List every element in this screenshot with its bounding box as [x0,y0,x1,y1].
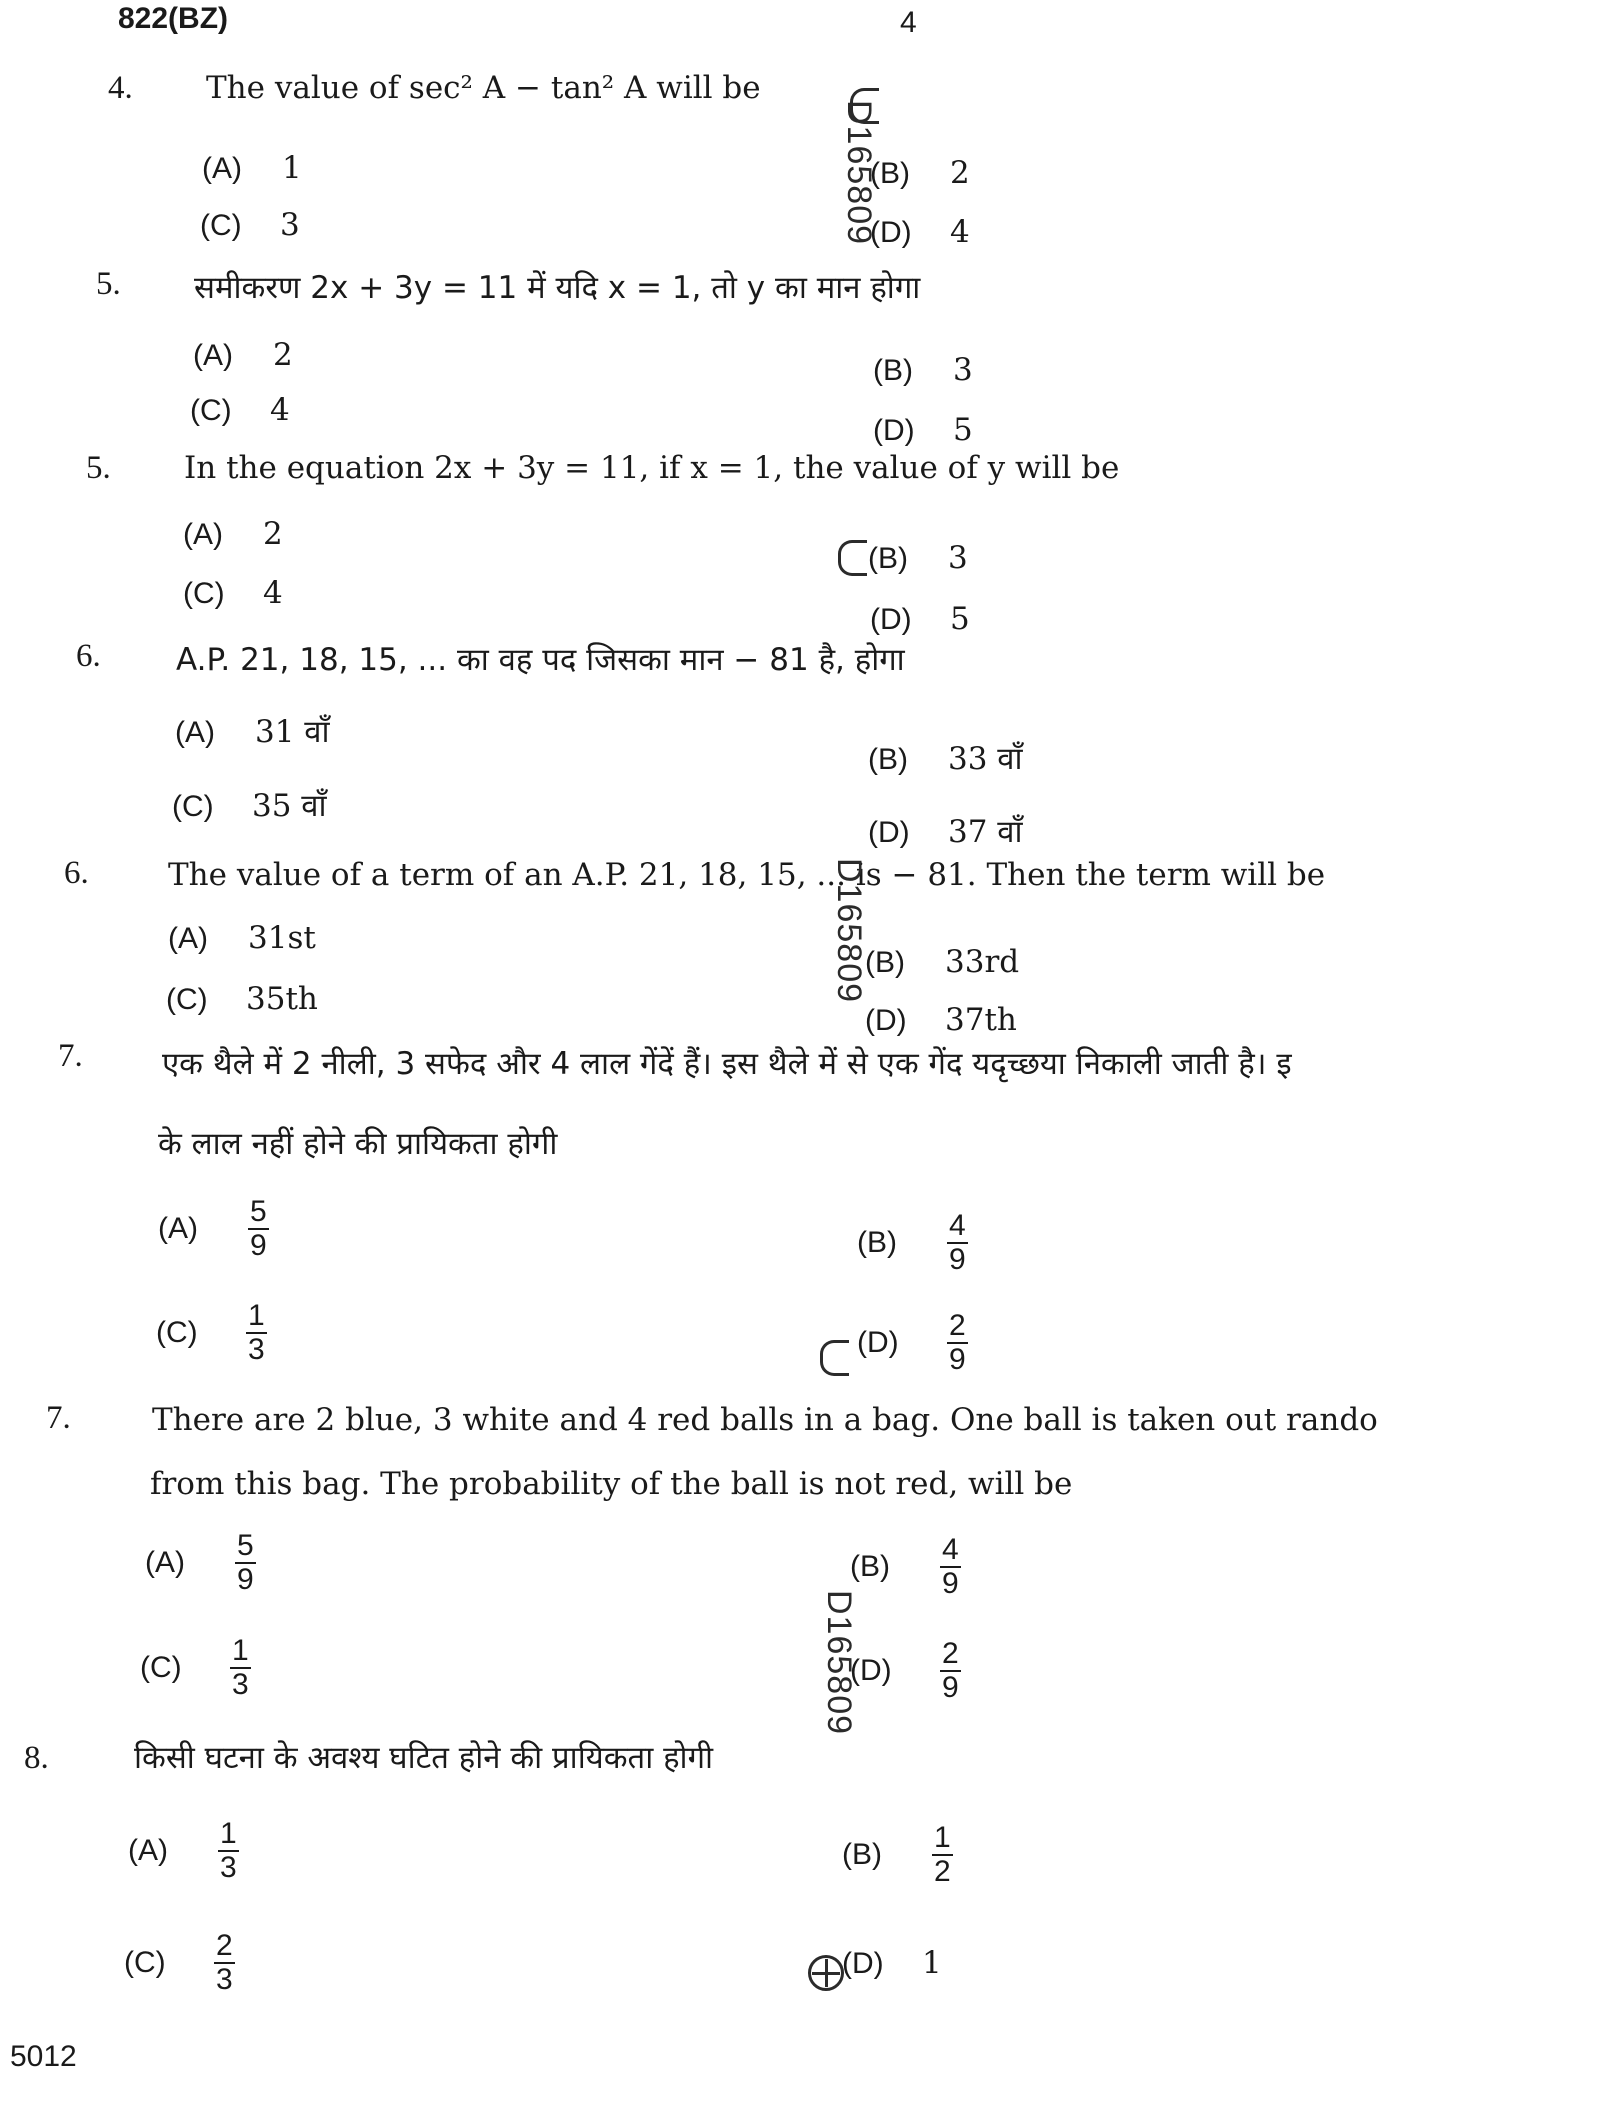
option-label: (D) [868,816,910,849]
question-text: समीकरण 2x + 3y = 11 में यदि x = 1, तो y का मान होगा [194,270,921,306]
option-value: 3 [280,207,300,243]
option-c [156,1300,267,1365]
denominator: 9 [942,1670,959,1704]
question-text-line1: एक थैले में 2 नीली, 3 सफेद और 4 लाल गेंदें हैं। इस थैले में से एक गेंद यदृच्छया निकाली जाती है। इ [162,1046,1292,1082]
numerator: 5 [237,1529,254,1562]
pen-mark-icon [838,540,867,576]
option-label: (D) [870,216,912,249]
option-b [870,155,970,191]
option-value: 3 [953,352,973,388]
option-a [193,337,293,373]
option-b [873,352,973,388]
circled-plus-mark-icon [808,1955,844,1991]
option-value: 4 [950,214,970,250]
option-label: (B) [857,1225,897,1259]
question-number: 6. [64,855,89,891]
serial-stamp: D165809 [820,1590,858,1736]
option-value: 5 [950,601,970,637]
option-c [166,981,318,1017]
question-number: 8. [24,1740,49,1776]
option-label: (A) [183,518,223,551]
pen-mark-icon [850,88,879,124]
page-number: 4 [900,6,917,39]
option-value: 33rd [945,944,1020,980]
option-label: (C) [166,983,208,1016]
option-label: (B) [870,157,910,190]
option-label: (A) [128,1833,168,1867]
option-label: (D) [873,414,915,447]
numerator: 2 [216,1929,233,1962]
denominator: 3 [232,1667,249,1701]
option-b [857,1210,968,1275]
option-label: (D) [842,1947,884,1980]
option-d [850,1638,961,1703]
option-d [857,1310,968,1375]
option-label: (B) [868,542,908,575]
option-a [158,1196,269,1261]
numerator: 1 [248,1299,265,1332]
option-d [870,601,970,637]
option-a [168,920,316,956]
paper-code: 822(BZ) [118,2,229,35]
fraction [214,1930,235,1995]
option-label: (C) [172,790,214,823]
question-text-line2: from this bag. The probability of the ball is not red, will be [150,1466,1073,1502]
numerator: 1 [934,1821,951,1854]
option-label: (B) [842,1837,882,1871]
option-d [873,412,973,448]
fraction [940,1534,961,1599]
numerator: 4 [949,1209,966,1242]
option-label: (A) [168,922,208,955]
option-value: 31 वाँ [255,714,330,750]
option-label: (C) [124,1945,166,1979]
numerator: 1 [232,1634,249,1667]
option-c [140,1635,251,1700]
option-value: 4 [263,575,283,611]
question-number: 4. [108,70,133,106]
question-text: किसी घटना के अवश्य घटित होने की प्रायिकता होगी [134,1740,714,1776]
option-label: (C) [190,394,232,427]
fraction [932,1822,953,1887]
option-b [868,737,1023,779]
fraction [230,1635,251,1700]
option-b [865,944,1019,980]
option-label: (C) [156,1315,198,1349]
option-value: 5 [953,412,973,448]
option-label: (A) [158,1211,198,1245]
option-value: 35 वाँ [252,788,327,824]
option-label: (D) [857,1325,899,1359]
option-label: (A) [175,716,215,749]
fraction [246,1300,267,1365]
denominator: 3 [216,1962,233,1996]
option-value: 3 [948,540,968,576]
denominator: 9 [942,1566,959,1600]
question-number: 7. [58,1038,83,1074]
option-a [202,150,302,186]
numerator: 4 [942,1533,959,1566]
option-c [190,392,290,428]
fraction [218,1818,239,1883]
option-value: 2 [263,516,283,552]
fraction [235,1530,256,1595]
option-a [183,516,283,552]
serial-stamp: D165809 [840,100,878,246]
option-c [183,575,283,611]
option-label: (D) [850,1653,892,1687]
question-text: In the equation 2x + 3y = 11, if x = 1, the value of y will be [184,450,1120,486]
denominator: 9 [949,1242,966,1276]
option-label: (B) [868,743,908,776]
option-value: 2 [273,337,293,373]
option-value: 31st [248,920,316,956]
option-value: 4 [270,392,290,428]
footer-code: 5012 [10,2040,77,2073]
numerator: 1 [220,1817,237,1850]
numerator: 2 [942,1637,959,1670]
question-text-line1: There are 2 blue, 3 white and 4 red balls in a bag. One ball is taken out rando [152,1402,1378,1438]
option-label: (A) [202,152,242,185]
option-label: (D) [865,1004,907,1037]
denominator: 9 [237,1562,254,1596]
option-value: 37th [945,1002,1017,1038]
question-number: 5. [86,450,111,486]
numerator: 5 [250,1195,267,1228]
option-d [868,810,1023,852]
option-label: (C) [200,209,242,242]
option-value: 1 [282,150,302,186]
option-label: (A) [145,1545,185,1579]
option-value: 35th [246,981,318,1017]
serial-stamp: D165809 [830,858,868,1004]
option-a [145,1530,256,1595]
question-number: 5. [96,266,121,302]
option-value: 37 वाँ [948,814,1023,850]
question-text: The value of a term of an A.P. 21, 18, 15, ... is − 81. Then the term will be [168,857,1326,893]
option-d [870,214,970,250]
question-text: A.P. 21, 18, 15, ... का वह पद जिसका मान − 81 है, होगा [176,642,905,678]
fraction [947,1210,968,1275]
option-b [868,540,968,576]
option-c [124,1930,235,1995]
option-c [172,784,327,826]
option-label: (D) [870,603,912,636]
option-c [200,207,300,243]
option-d [842,1945,942,1981]
option-value: 33 वाँ [948,741,1023,777]
denominator: 3 [220,1850,237,1884]
option-b [850,1534,961,1599]
denominator: 3 [248,1332,265,1366]
pen-mark-icon [820,1340,849,1376]
fraction [947,1310,968,1375]
option-label: (B) [873,354,913,387]
option-value: 1 [922,1945,942,1981]
option-label: (A) [193,339,233,372]
fraction [940,1638,961,1703]
question-text: The value of sec² A − tan² A will be [206,70,761,106]
option-a [128,1818,239,1883]
question-number: 7. [46,1400,71,1436]
denominator: 9 [949,1342,966,1376]
option-label: (B) [850,1549,890,1583]
option-value: 2 [950,155,970,191]
fraction [248,1196,269,1261]
option-d [865,1002,1017,1038]
option-label: (C) [140,1650,182,1684]
option-label: (C) [183,577,225,610]
option-b [842,1822,953,1887]
numerator: 2 [949,1309,966,1342]
denominator: 2 [934,1854,951,1888]
option-a [175,710,330,752]
option-label: (B) [865,946,905,979]
denominator: 9 [250,1228,267,1262]
question-number: 6. [76,638,101,674]
question-text-line2: के लाल नहीं होने की प्रायिकता होगी [158,1126,558,1162]
